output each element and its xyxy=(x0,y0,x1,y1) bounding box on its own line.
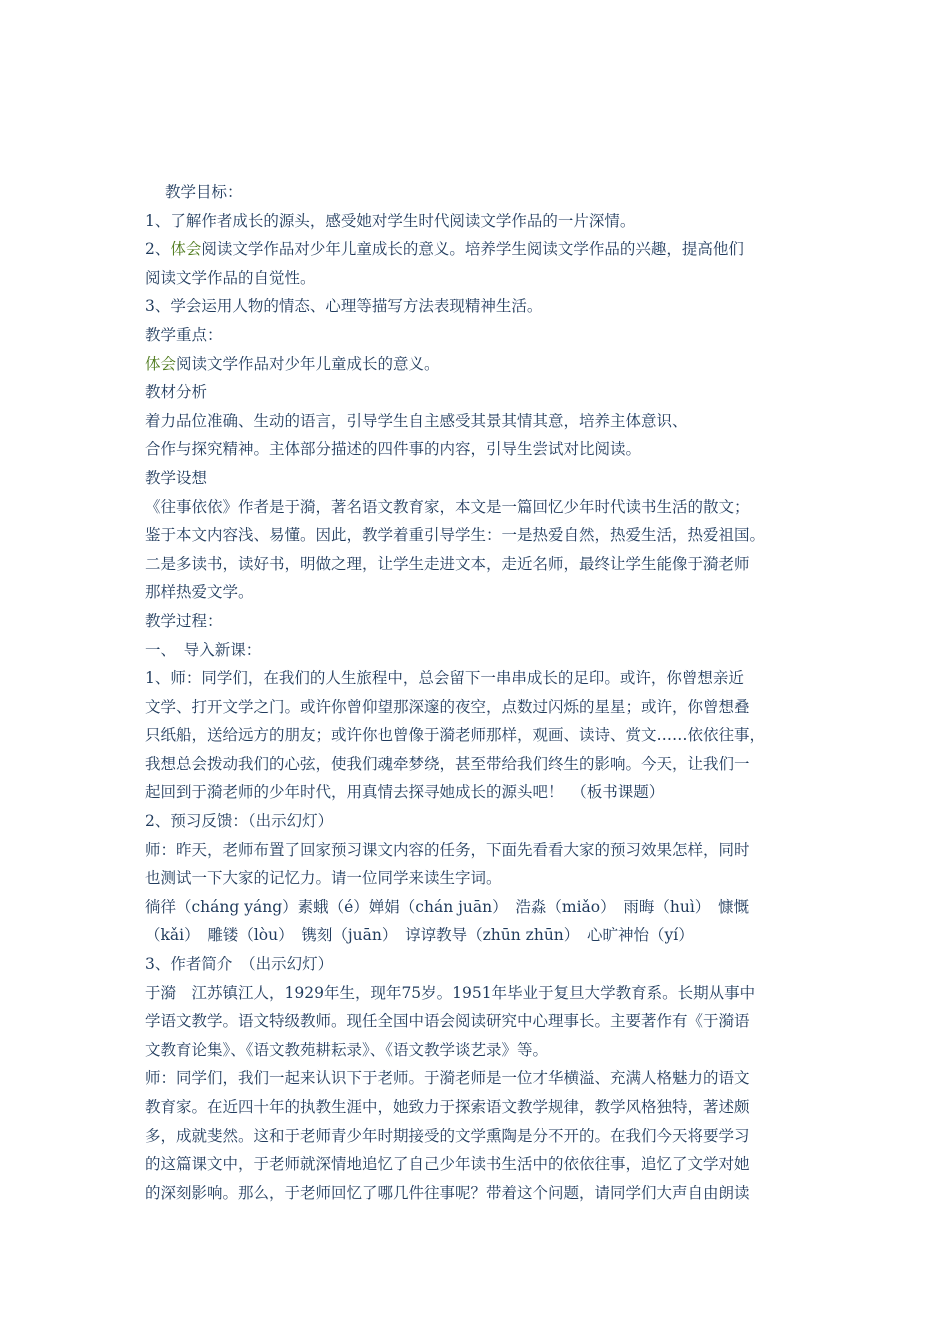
line-text: 阅读文学作品对少年儿童成长的意义。 xyxy=(176,354,440,373)
text-line xyxy=(145,1150,815,1179)
line-text: 鉴于本文内容浅、易懂。因此，教学着重引导学生：一是热爱自然，热爱生活，热爱祖国。 xyxy=(145,526,766,545)
highlighted-term: 体会 xyxy=(145,354,177,373)
line-text: 那样热爱文学。 xyxy=(145,583,254,602)
line-text: 我想总会拨动我们的心弦，使我们魂牵梦绕，甚至带给我们终生的影响。今天，让我们一 xyxy=(145,754,750,773)
line-text: 教学设想 xyxy=(145,468,208,487)
text-line xyxy=(145,235,815,264)
text-line xyxy=(145,1093,815,1122)
text-line xyxy=(145,979,815,1008)
document-body xyxy=(145,178,815,1207)
text-line xyxy=(145,1007,815,1036)
line-text: 于漪 江苏镇江人，1929年生，现年75岁。1951年毕业于复旦大学教育系。长期从事中 xyxy=(145,983,756,1002)
text-line xyxy=(145,578,815,607)
text-line xyxy=(145,778,815,807)
line-text: 3、作者简介 （出示幻灯） xyxy=(145,955,334,974)
text-line xyxy=(145,378,815,407)
text-line xyxy=(145,721,815,750)
line-text: 师：昨天，老师布置了回家预习课文内容的任务，下面先看看大家的预习效果怎样，同时 xyxy=(145,840,750,859)
text-line xyxy=(145,1036,815,1065)
text-line xyxy=(145,521,815,550)
text-line xyxy=(145,921,815,950)
line-text: （kǎi） 雕镂（lòu） 镌刻（juān） 谆谆教导（zhūn zhūn） 心旷神怡（yí） xyxy=(145,926,694,945)
line-prefix: 2、 xyxy=(145,240,171,259)
text-line xyxy=(145,178,815,207)
text-line xyxy=(145,950,815,979)
text-line xyxy=(145,664,815,693)
text-line xyxy=(145,464,815,493)
line-text: 《往事依依》作者是于漪，著名语文教育家，本文是一篇回忆少年时代读书生活的散文； xyxy=(145,497,750,516)
line-text: 学语文教学。语文特级教师。现任全国中语会阅读研究中心理事长。主要著作有《于漪语 xyxy=(145,1012,750,1031)
line-text: 多，成就斐然。这和于老师青少年时期接受的文学熏陶是分不开的。在我们今天将要学习 xyxy=(145,1126,750,1145)
line-text: 教学过程： xyxy=(145,611,223,630)
line-text: 着力品位准确、生动的语言，引导学生自主感受其景其情其意，培养主体意识、 xyxy=(145,411,688,430)
text-line xyxy=(145,636,815,665)
text-line xyxy=(145,750,815,779)
line-text: 1、了解作者成长的源头，感受她对学生时代阅读文学作品的一片深情。 xyxy=(145,211,636,230)
line-text: 教学重点： xyxy=(145,325,223,344)
line-text: 的深刻影响。那么，于老师回忆了哪几件往事呢？带着这个问题，请同学们大声自由朗读 xyxy=(145,1183,750,1202)
line-text: 二是多读书，读好书，明做之理，让学生走进文本，走近名师，最终让学生能像于漪老师 xyxy=(145,554,750,573)
text-line xyxy=(145,693,815,722)
line-text: 只纸船，送给远方的朋友；或许你也曾像于漪老师那样，观画、读诗、赏文……依依往事， xyxy=(145,726,766,745)
text-line xyxy=(145,836,815,865)
line-text: 文教育论集》、《语文教苑耕耘录》、《语文教学谈艺录》等。 xyxy=(145,1040,549,1059)
line-text: 1、师：同学们，在我们的人生旅程中，总会留下一串串成长的足印。或许，你曾想亲近 xyxy=(145,669,744,688)
text-line xyxy=(145,350,815,379)
line-text: 也测试一下大家的记忆力。请一位同学来读生字词。 xyxy=(145,869,502,888)
line-text: 一、 导入新课： xyxy=(145,640,262,659)
text-line xyxy=(145,493,815,522)
text-line xyxy=(145,407,815,436)
text-line xyxy=(145,550,815,579)
line-text: 阅读文学作品对少年儿童成长的意义。培养学生阅读文学作品的兴趣，提高他们 xyxy=(201,240,744,259)
text-line xyxy=(145,1179,815,1208)
line-text: 2、预习反馈：（出示幻灯） xyxy=(145,812,334,831)
line-text: 文学、打开文学之门。或许你曾仰望那深邃的夜空，点数过闪烁的星星；或许，你曾想叠 xyxy=(145,697,750,716)
text-line xyxy=(145,264,815,293)
line-text: 徜徉（cháng yáng）素蛾（é）婵娟（chán juān） 浩淼（miǎo） 雨晦（huì） 慷慨 xyxy=(145,897,750,916)
text-line xyxy=(145,435,815,464)
line-text: 的这篇课文中，于老师就深情地追忆了自己少年读书生活中的依依往事，追忆了文学对她 xyxy=(145,1155,750,1174)
text-line xyxy=(145,207,815,236)
line-text: 教材分析 xyxy=(145,383,208,402)
text-line xyxy=(145,807,815,836)
line-text: 3、学会运用人物的情态、心理等描写方法表现精神生活。 xyxy=(145,297,543,316)
text-line xyxy=(145,1064,815,1093)
text-line xyxy=(145,321,815,350)
text-line xyxy=(145,607,815,636)
highlighted-term: 体会 xyxy=(170,240,202,259)
line-text: 合作与探究精神。主体部分描述的四件事的内容，引导生尝试对比阅读。 xyxy=(145,440,642,459)
line-text: 阅读文学作品的自觉性。 xyxy=(145,268,316,287)
line-text: 师：同学们，我们一起来认识下于老师。于漪老师是一位才华横溢、充满人格魅力的语文 xyxy=(145,1069,750,1088)
text-line xyxy=(145,864,815,893)
line-text: 教育家。在近四十年的执教生涯中，她致力于探索语文教学规律，教学风格独特，著述颇 xyxy=(145,1098,750,1116)
line-text: 教学目标： xyxy=(165,183,243,201)
text-line xyxy=(145,893,815,922)
text-line xyxy=(145,1122,815,1151)
line-text: 起回到于漪老师的少年时代，用真情去探寻她成长的源头吧！ （板书课题） xyxy=(145,783,665,802)
text-line xyxy=(145,292,815,321)
